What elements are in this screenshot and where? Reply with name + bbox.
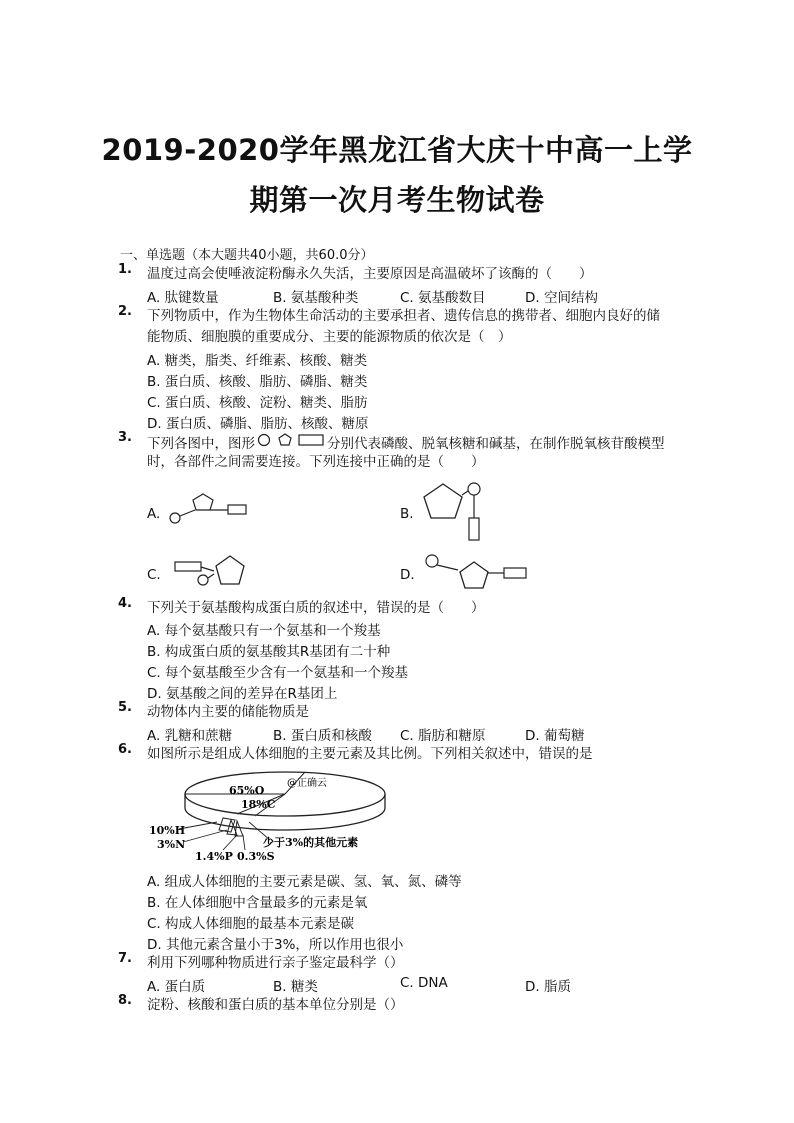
question-number: 2.	[118, 304, 132, 319]
nucleotide-model-c	[170, 550, 250, 592]
legend-shapes-icon	[257, 431, 327, 449]
nucleotide-model-b	[418, 478, 488, 550]
question-text: 淀粉、核酸和蛋白质的基本单位分别是（）	[147, 997, 404, 1013]
option-c: C. DNA	[400, 975, 448, 991]
option-d: D. 脂质	[525, 979, 571, 995]
option-d: D. 蛋白质、磷脂、脂肪、核酸、糖原	[147, 416, 369, 432]
option-c: C. 氨基酸数目	[400, 290, 486, 306]
pie-label-c: 18%C	[241, 798, 276, 811]
option-a: A. 乳糖和蔗糖	[147, 728, 233, 744]
question-text: 利用下列哪种物质进行亲子鉴定最科学（）	[147, 955, 404, 971]
option-a: A. 蛋白质	[147, 979, 206, 995]
question-number: 5.	[118, 700, 132, 715]
element-pie-figure	[145, 766, 435, 866]
question-number: 7.	[118, 951, 132, 966]
option-a: A.	[147, 506, 161, 522]
question-number: 4.	[118, 596, 132, 611]
option-b: B. 氨基酸种类	[273, 290, 359, 306]
pie-label-p: 1.4%P	[195, 850, 233, 863]
option-d: D. 空间结构	[525, 290, 598, 306]
option-d: D. 葡萄糖	[525, 728, 585, 744]
question-number: 6.	[118, 742, 132, 757]
option-a: A. 每个氨基酸只有一个氨基和一个羧基	[147, 623, 381, 639]
option-c: C. 每个氨基酸至少含有一个氨基和一个羧基	[147, 665, 409, 681]
pie-label-s: 0.3%S	[237, 850, 275, 863]
option-b: B. 在人体细胞中含量最多的元素是氧	[147, 895, 368, 911]
option-d: D.	[400, 567, 415, 583]
question-text: 温度过高会使唾液淀粉酶永久失活，主要原因是高温破坏了该酶的（ ）	[147, 266, 593, 282]
option-c: C. 脂肪和糖原	[400, 728, 486, 744]
pie-label-h: 10%H	[149, 824, 186, 837]
exam-title-line1: 2019-2020学年黑龙江省大庆十中高一上学	[101, 133, 693, 167]
option-b: B. 蛋白质、核酸、脂肪、磷脂、糖类	[147, 374, 368, 390]
option-d: D. 氨基酸之间的差异在R基团上	[147, 686, 338, 702]
question-number: 3.	[118, 430, 132, 445]
nucleotide-model-d	[420, 552, 530, 592]
option-c: C.	[147, 567, 161, 583]
question-number: 8.	[118, 993, 132, 1008]
pie-label-n: 3%N	[157, 838, 186, 851]
option-b: B.	[400, 506, 414, 522]
option-a: A. 肽键数量	[147, 290, 219, 306]
option-a: A. 糖类，脂类、纤维素、核酸、糖类	[147, 353, 368, 369]
option-b: B. 构成蛋白质的氨基酸其R基团有二十种	[147, 644, 391, 660]
pie-label-other: 少于3%的其他元素	[263, 836, 359, 849]
question-text: 时，各部件之间需要连接。下列连接中正确的是（ ）	[147, 454, 485, 470]
question-text: 下列关于氨基酸构成蛋白质的叙述中，错误的是（ ）	[147, 600, 485, 616]
question-text: 动物体内主要的储能物质是	[147, 704, 309, 720]
question-number: 1.	[118, 262, 132, 277]
watermark-text: @正确云	[287, 778, 327, 789]
option-a: A. 组成人体细胞的主要元素是碳、氢、氧、氮、磷等	[147, 874, 462, 890]
question-text: 下列各图中，图形	[147, 436, 255, 452]
question-text: 下列物质中，作为生物体生命活动的主要承担者、遗传信息的携带者、细胞内良好的储	[147, 308, 660, 324]
option-c: C. 蛋白质、核酸、淀粉、糖类、脂肪	[147, 395, 368, 411]
nucleotide-model-a	[165, 488, 250, 528]
option-b: B. 蛋白质和核酸	[273, 728, 372, 744]
pie-label-o: 65%O	[229, 784, 265, 797]
question-text: 如图所示是组成人体细胞的主要元素及其比例。下列相关叙述中，错误的是	[147, 746, 593, 762]
question-text: 分别代表磷酸、脱氧核糖和碱基，在制作脱氧核苷酸模型	[327, 436, 665, 452]
question-text: 能物质、细胞膜的重要成分、主要的能源物质的依次是（ ）	[147, 329, 512, 345]
section-heading: 一、单选题（本大题共40小题，共60.0分）	[120, 248, 374, 263]
option-c: C. 构成人体细胞的最基本元素是碳	[147, 916, 355, 932]
option-b: B. 糖类	[273, 979, 318, 995]
exam-title-line2: 期第一次月考生物试卷	[249, 183, 545, 217]
option-d: D. 其他元素含量小于3%，所以作用也很小	[147, 937, 404, 953]
